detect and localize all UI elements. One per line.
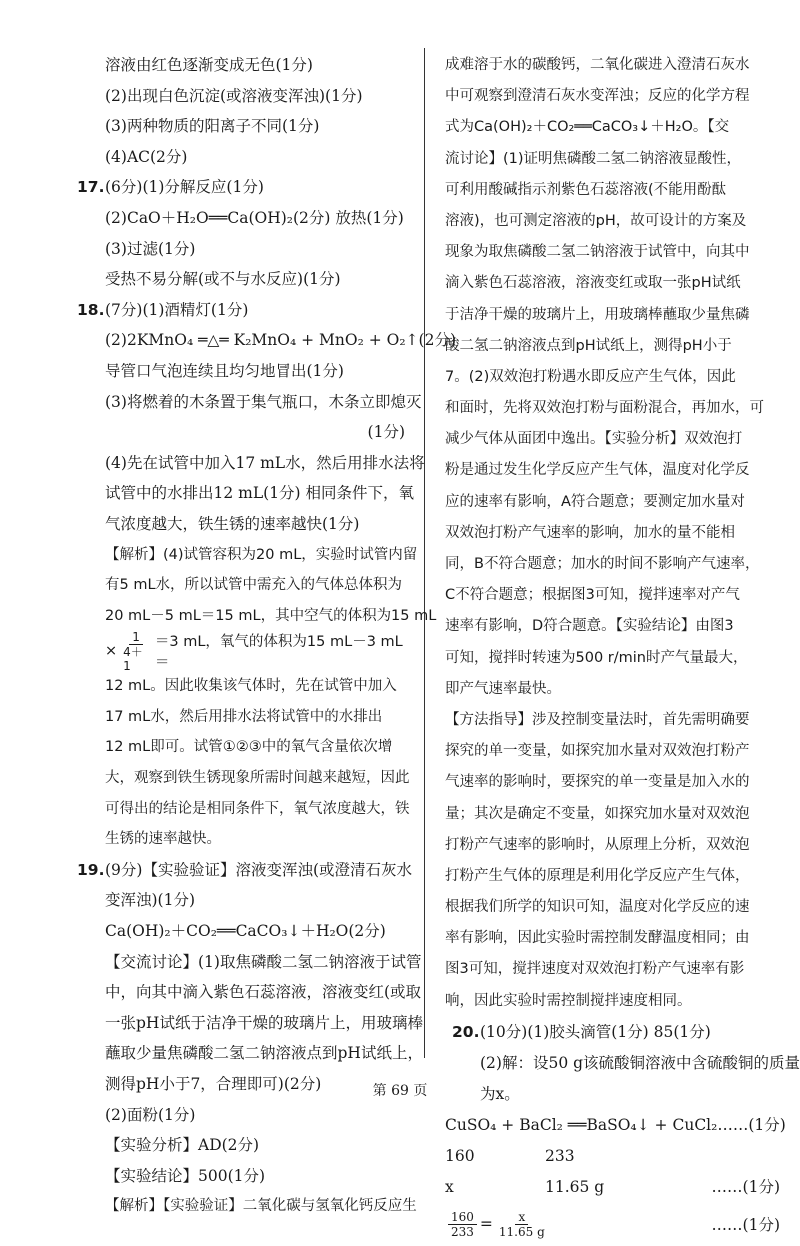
line-text: 式为Ca(OH)₂＋CO₂══CaCO₃↓＋H₂O。【交	[445, 119, 730, 136]
explanation-line	[445, 674, 780, 705]
eq-cell: 11.65 g	[545, 1177, 605, 1196]
line-text: 导管口气泡连续且均匀地冒出(1分)	[105, 361, 344, 380]
molar-mass-row	[445, 1141, 780, 1172]
explanation-line	[445, 580, 780, 611]
line-text: (1分)	[367, 423, 405, 442]
line-text: 同，B不符合题意；加水的时间不影响产气速率，	[445, 556, 760, 572]
answer-line	[70, 356, 405, 387]
answer-line	[70, 540, 418, 571]
line-text: 大，观察到铁生锈现象所需时间越来越短，因此	[105, 770, 410, 787]
line-text: 中，向其中滴入紫色石蕊溶液，溶液变红(或取	[105, 983, 422, 1002]
equation-text: CuSO₄ + BaCl₂ ══BaSO₄↓ + CuCl₂	[445, 1116, 718, 1135]
line-text: 生锈的速率越快。	[105, 831, 221, 848]
line-text: 可利用酸碱指示剂紫色石蕊溶液(不能用酚酞	[445, 181, 727, 198]
line-text: 测得pH小于7，合理即可)(2分)	[105, 1075, 322, 1093]
answer-line	[70, 509, 405, 540]
explanation-line	[445, 799, 780, 830]
answer-line	[70, 855, 413, 886]
line-text: 溶液)，也可测定溶液的pH，故可设计的方案及	[445, 212, 747, 229]
explanation-line	[445, 81, 780, 112]
answer-line	[70, 671, 405, 702]
answer-line	[70, 203, 405, 234]
answer-line	[70, 172, 405, 203]
q20-solution-line: 为x。	[480, 1085, 520, 1104]
explanation-line	[445, 331, 780, 362]
line-text: 气速率的影响时，要探究的单一变量是加入水的	[445, 774, 750, 791]
answer-line	[70, 387, 422, 418]
line-text: 受热不易分解(或不与水反应)(1分)	[105, 270, 341, 289]
fraction: $\frac{1}{4+1}$	[123, 629, 143, 673]
line-text: 一张pH试纸于洁净干燥的玻璃片上，用玻璃棒	[105, 1013, 423, 1032]
line-text: 12 mL。因此收集该气体时，先在试管中加入	[105, 678, 397, 695]
answer-line	[70, 1038, 423, 1069]
answer-line	[70, 81, 405, 112]
chemical-equation	[445, 1110, 786, 1141]
explanation-line	[445, 892, 780, 923]
answer-line	[70, 601, 437, 632]
line-text: (9分)【实验验证】溶液变浑浊(或澄清石灰水	[105, 860, 413, 879]
line-text: 粉是通过发生化学反应产生气体，温度对化学反	[445, 462, 750, 479]
answer-line	[70, 1100, 405, 1131]
line-text: (2)面粉(1分)	[105, 1105, 196, 1124]
line-text: (2)2KMnO₄ ═△═ K₂MnO₄ + MnO₂ + O₂↑(2分)	[105, 331, 456, 350]
eq-cell: ……(1分)	[711, 1177, 780, 1196]
line-text: 【交流讨论】(1)取焦磷酸二氢二钠溶液于试管	[105, 952, 422, 971]
line-text: 速率有影响，D符合题意。【实验结论】由图3	[445, 618, 734, 635]
explanation-line	[445, 518, 780, 549]
answer-line	[70, 478, 415, 509]
explanation-line	[445, 643, 780, 674]
line-text: 量；其次是确定不变量，如探究加水量对双效泡	[445, 805, 750, 822]
answer-line	[70, 142, 405, 173]
fraction-line	[70, 631, 405, 671]
page-number: 第 69 页	[372, 1083, 428, 1099]
line-text: 现象为取焦磷酸二氢二钠溶液于试管中，向其中	[445, 244, 750, 261]
line-text: 20 mL－5 mL＝15 mL，其中空气的体积为15 mL	[105, 607, 437, 624]
line-text: 酸二氢二钠溶液点到pH试纸上，测得pH小于	[445, 337, 732, 354]
line-text: 【解析】【实验验证】二氧化碳与氢氧化钙反应生	[105, 1198, 417, 1215]
line-text: 根据我们所学的知识可知，温度对化学反应的速	[445, 899, 750, 916]
line-text: (2)CaO＋H₂O══Ca(OH)₂(2分) 放热(1分)	[105, 208, 404, 227]
line-text: (3)过滤(1分)	[105, 239, 196, 258]
line-text: 成难溶于水的碳酸钙，二氧化碳进入澄清石灰水	[445, 57, 750, 73]
answer-line	[70, 794, 410, 825]
eq-cell: 233	[545, 1146, 575, 1165]
answer-line	[70, 1161, 405, 1192]
explanation-line	[445, 861, 780, 892]
explanation-line	[445, 611, 780, 642]
right-column	[445, 50, 800, 1246]
answer-line	[70, 885, 405, 916]
answer-line	[70, 295, 405, 326]
explanation-line	[445, 455, 780, 486]
line-text: (4)AC(2分)	[105, 147, 188, 166]
explanation-line	[445, 830, 780, 861]
line-text: 试管中的水排出12 mL(1分) 相同条件下，氧	[105, 484, 415, 503]
explanation-line	[445, 112, 780, 143]
answer-line	[70, 325, 456, 356]
answer-line	[70, 234, 405, 265]
q20-line	[445, 1017, 780, 1048]
frac-prefix: ×	[105, 643, 118, 660]
line-text: 滴入紫色石蕊溶液，溶液变红或取一张pH试纸	[445, 275, 741, 292]
line-text: 【实验分析】AD(2分)	[105, 1136, 260, 1155]
explanation-line	[445, 393, 780, 424]
frac-suffix: ＝3 mL，氧气的体积为15 mL－3 mL＝	[154, 634, 403, 672]
fraction: $\frac{x}{11.65 g}$	[498, 1209, 545, 1239]
explanation-line	[445, 237, 780, 268]
line-text: 7。(2)双效泡打粉遇水即反应产生气体，因此	[445, 368, 736, 385]
line-text: 率有影响，因此实验时需控制发酵温度相同；由	[445, 930, 750, 947]
line-text: 流讨论】(1)证明焦磷酸二氢二钠溶液显酸性，	[445, 150, 742, 167]
left-column	[70, 50, 456, 1222]
answer-line	[70, 417, 405, 448]
explanation-line	[445, 767, 780, 798]
line-text: 【实验结论】500(1分)	[105, 1166, 266, 1185]
explanation-line	[445, 362, 780, 393]
explanation-line	[445, 549, 780, 580]
explanation-line	[445, 175, 780, 206]
line-text: 变浑浊)(1分)	[105, 891, 196, 910]
answer-line	[70, 977, 422, 1008]
line-text: 气浓度越大，铁生锈的速率越快(1分)	[105, 514, 360, 533]
explanation-line	[445, 206, 780, 237]
explanation-line	[445, 268, 780, 299]
line-text: 【解析】(4)试管容积为20 mL，实验时试管内留	[105, 546, 418, 563]
answer-line	[70, 947, 422, 978]
line-text: C不符合题意；根据图3可知，搅拌速率对产气	[445, 587, 740, 604]
line-text: 和面时，先将双效泡打粉与面粉混合，再加水，可	[445, 400, 764, 417]
answer-line	[70, 1008, 423, 1039]
line-text: 于洁净干燥的玻璃片上，用玻璃棒蘸取少量焦磷	[445, 306, 750, 323]
explanation-line	[445, 923, 780, 954]
line-text: (3)将燃着的木条置于集气瓶口，木条立即熄灭	[105, 392, 422, 411]
line-text: 探究的单一变量，如探究加水量对双效泡打粉产	[445, 743, 750, 760]
answer-line	[70, 50, 405, 81]
question-number: 20.	[452, 1022, 480, 1041]
eq-cell: x	[445, 1177, 454, 1196]
line-text: (2)出现白色沉淀(或溶液变浑浊)(1分)	[105, 86, 363, 105]
answer-line	[70, 111, 405, 142]
explanation-line	[445, 144, 780, 175]
line-text: 打粉产气速率的影响时，从原理上分析，双效泡	[445, 836, 750, 853]
points: ……(1分)	[711, 1216, 780, 1235]
eq-cell	[665, 1141, 780, 1172]
line-text: 溶液由红色逐渐变成无色(1分)	[105, 56, 313, 74]
line-text: 有5 mL水，所以试管中需充入的气体总体积为	[105, 577, 403, 594]
q20-solution-line: (2)解：设50 g该硫酸铜溶液中含硫酸铜的质量	[480, 1054, 800, 1072]
line-text: 可得出的结论是相同条件下，氧气浓度越大，铁	[105, 800, 410, 817]
explanation-line	[445, 986, 780, 1017]
explanation-line	[445, 954, 780, 985]
answer-line	[70, 1130, 405, 1161]
line-text: 图3可知，搅拌速度对双效泡打粉产气速率有影	[445, 961, 745, 978]
line-text: (3)两种物质的阳离子不同(1分)	[105, 117, 320, 136]
line-text: (4)先在试管中加入17 mL水，然后用排水法将	[105, 453, 425, 472]
answer-line	[70, 702, 405, 733]
question-number: 18.	[77, 300, 105, 319]
column-divider	[424, 48, 425, 1058]
eq-cell: 160	[445, 1146, 475, 1165]
fraction: $\frac{160}{233}$	[448, 1210, 477, 1239]
explanation-line	[445, 736, 780, 767]
answer-line	[70, 763, 410, 794]
points: ……(1分)	[717, 1116, 786, 1135]
answer-line	[70, 448, 425, 479]
proportion-row	[445, 1202, 780, 1246]
line-text: 减少气体从面团中逸出。【实验分析】双效泡打	[445, 431, 743, 448]
mass-row	[445, 1172, 780, 1203]
line-text: 【方法指导】涉及控制变量法时，首先需明确要	[445, 711, 750, 728]
question-number: 19.	[77, 860, 105, 879]
explanation-line	[445, 50, 780, 81]
explanation-line	[445, 300, 780, 331]
answer-line	[70, 824, 405, 855]
line-text: 12 mL即可。试管①②③中的氧气含量依次增	[105, 739, 393, 756]
line-text: (6分)(1)分解反应(1分)	[105, 178, 264, 197]
line-text: (10分)(1)胶头滴管(1分) 85(1分)	[480, 1022, 711, 1041]
line-text: 即产气速率最快。	[445, 680, 561, 697]
line-text: 响，因此实验时需控制搅拌速度相同。	[445, 992, 692, 1009]
answer-line	[70, 570, 405, 601]
explanation-line	[445, 705, 780, 736]
line-text: 可知，搅拌时转速为500 r/min时产气量最大，	[445, 649, 748, 666]
answer-line	[70, 916, 405, 947]
answer-line	[70, 732, 405, 763]
question-number: 17.	[77, 178, 105, 197]
line-text: 打粉产生气体的原理是利用化学反应产生气体，	[445, 867, 750, 884]
line-text: 双效泡打粉产气速率的影响，加水的量不能相	[445, 524, 735, 541]
explanation-line	[445, 424, 780, 455]
explanation-line	[445, 487, 780, 518]
answer-line	[70, 264, 405, 295]
line-text: 中可观察到澄清石灰水变浑浊；反应的化学方程	[445, 88, 750, 105]
line-text: 蘸取少量焦磷酸二氢二钠溶液点到pH试纸上，	[105, 1044, 423, 1063]
line-text: 应的速率有影响，A符合题意；要测定加水量对	[445, 493, 745, 510]
line-text: 17 mL水，然后用排水法将试管中的水排出	[105, 708, 383, 725]
line-text: Ca(OH)₂＋CO₂══CaCO₃↓＋H₂O(2分)	[105, 922, 386, 941]
line-text: (7分)(1)酒精灯(1分)	[105, 300, 249, 319]
equals-sign: =	[479, 1215, 493, 1234]
answer-line	[70, 1191, 417, 1222]
